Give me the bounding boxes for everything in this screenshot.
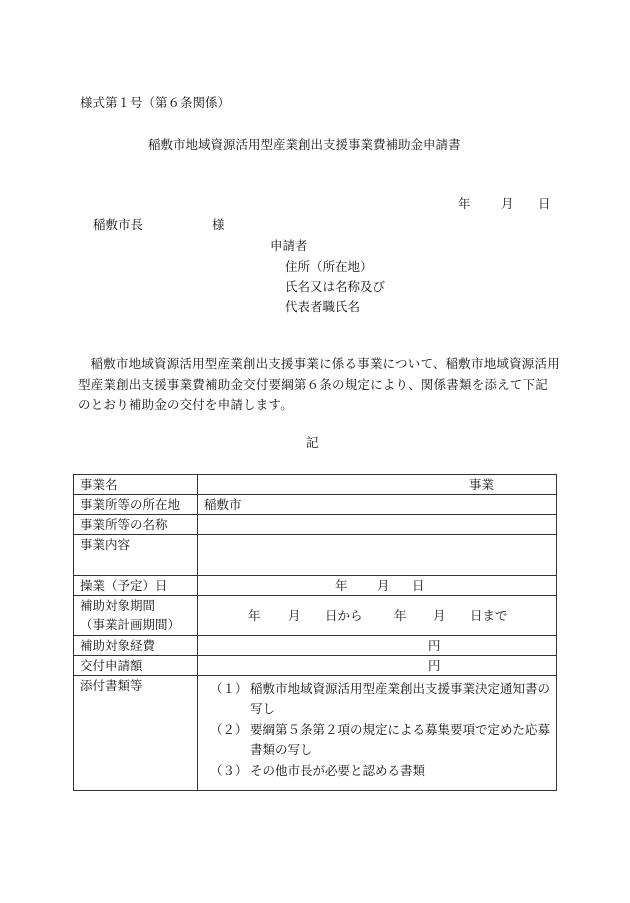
- operation-start-label: 操業（予定）日: [74, 576, 198, 596]
- request-amount-unit: 円: [428, 658, 441, 673]
- table-row-project-name: [74, 475, 557, 495]
- document-title: 稲敷市地域資源活用型産業創出支援事業費補助金申請書: [148, 137, 461, 152]
- applicant-address-label: 住所（所在地）: [285, 259, 373, 274]
- location-label: 事業所等の所在地: [74, 495, 198, 515]
- operation-start-day: 日: [412, 578, 425, 593]
- period-to-year: 年: [394, 608, 407, 623]
- period-to-month: 月: [433, 608, 446, 623]
- attachment-number: （３）: [210, 763, 248, 778]
- location-field[interactable]: [198, 495, 557, 515]
- period-from-year: 年: [248, 608, 261, 623]
- date-month-label: 月: [501, 196, 514, 211]
- period-field[interactable]: [198, 596, 557, 636]
- applicant-name-label-line2: 代表者職氏名: [285, 299, 361, 314]
- attachment-number: （２）: [210, 722, 248, 737]
- table-row-location: [74, 495, 557, 515]
- attachment-text: 要綱第５条第２項の規定による募集要項で定めた応募書類の写し: [250, 722, 551, 757]
- request-amount-label: 交付申請額: [74, 656, 198, 676]
- table-row-establishment-name: [74, 515, 557, 535]
- list-item: [210, 761, 556, 781]
- table-row-period: [74, 596, 557, 636]
- operation-start-month: 月: [377, 578, 390, 593]
- table-row-eligible-cost: [74, 636, 557, 656]
- attachment-number: （１）: [210, 681, 248, 696]
- period-label: [74, 596, 198, 636]
- period-label-line1: 補助対象期間: [80, 598, 156, 613]
- establishment-name-field[interactable]: [198, 515, 557, 535]
- eligible-cost-label: 補助対象経費: [74, 636, 198, 656]
- list-item: [210, 720, 556, 760]
- project-name-label: 事業名: [74, 475, 198, 495]
- period-to-day: 日まで: [470, 608, 508, 623]
- date-day-label: 日: [538, 196, 551, 211]
- content-field[interactable]: [198, 535, 557, 576]
- eligible-cost-field[interactable]: [198, 636, 557, 656]
- addressee-honorific: 様: [212, 217, 225, 232]
- project-name-field[interactable]: [198, 475, 557, 495]
- eligible-cost-unit: 円: [428, 638, 441, 653]
- addressee-name: 稲敷市長: [93, 217, 144, 232]
- table-row-request-amount: [74, 656, 557, 676]
- period-label-line2: （事業計画期間）: [80, 617, 181, 632]
- period-from-month: 月: [288, 608, 301, 623]
- list-item: [210, 679, 556, 719]
- attachment-text: その他市長が必要と認める書類: [250, 763, 426, 778]
- applicant-name-label-line1: 氏名又は名称及び: [285, 279, 386, 294]
- attachment-text: 稲敷市地域資源活用型産業創出支援事業決定通知書の写し: [250, 681, 551, 716]
- attachments-label: 添付書類等: [74, 676, 198, 791]
- period-from-day: 日から: [325, 608, 363, 623]
- form-number: 様式第１号（第６条関係）: [80, 95, 231, 110]
- establishment-name-label: 事業所等の名称: [74, 515, 198, 535]
- location-value: 稲敷市: [204, 497, 242, 512]
- ki-heading: 記: [306, 435, 319, 450]
- application-statement: 稲敷市地域資源活用型産業創出支援事業に係る事業について、稲敷市地域資源活用型産業創出支援事業費補助金交付要綱第６条の規定により、関係書類を添えて下記のとおり補助金の交付を申請します。: [78, 356, 560, 412]
- request-amount-field[interactable]: [198, 656, 557, 676]
- table-row-content: [74, 535, 557, 576]
- attachments-field: [198, 676, 557, 791]
- operation-start-year: 年: [335, 578, 348, 593]
- table-row-attachments: [74, 676, 557, 791]
- date-year-label: 年: [458, 196, 471, 211]
- project-name-suffix: 事業: [469, 477, 495, 492]
- applicant-label: 申請者: [270, 238, 308, 253]
- operation-start-field[interactable]: [198, 576, 557, 596]
- table-row-operation-start: [74, 576, 557, 596]
- content-label: 事業内容: [74, 535, 198, 576]
- application-detail-table: [73, 474, 557, 791]
